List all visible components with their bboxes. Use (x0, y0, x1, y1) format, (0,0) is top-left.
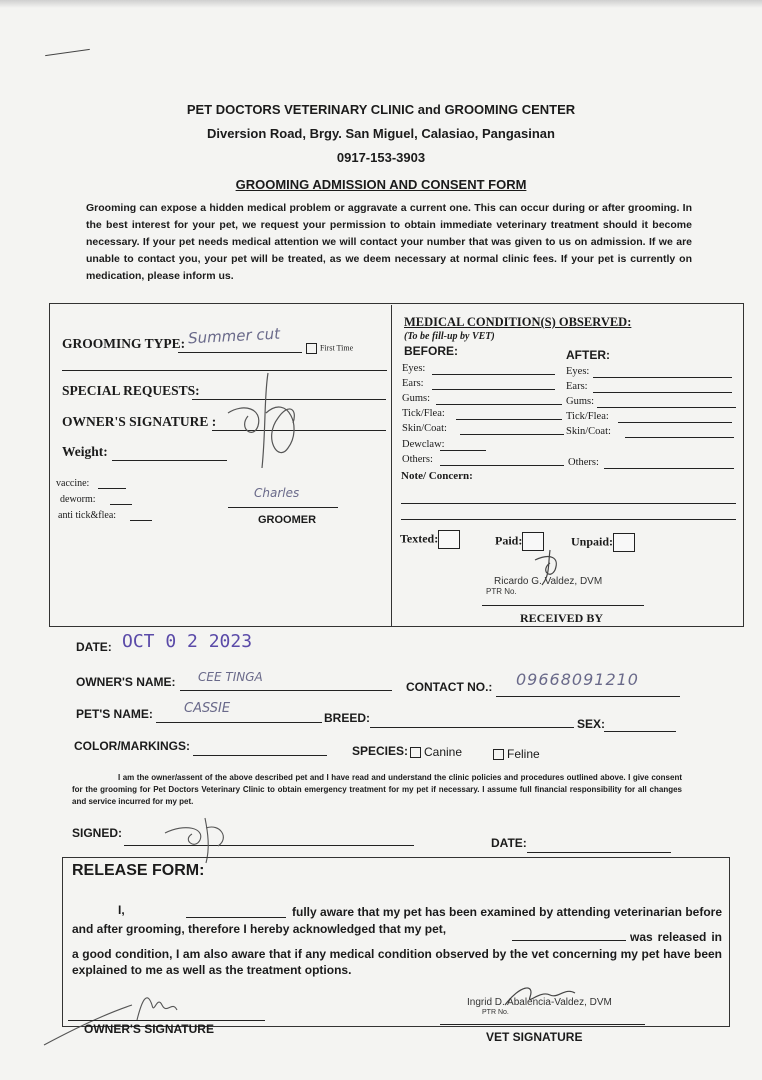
grooming-type-label: GROOMING TYPE: (62, 336, 186, 351)
release-title: RELEASE FORM: (72, 862, 205, 879)
release-owner-signature-label: OWNER'S SIGNATURE (84, 1022, 214, 1036)
owner-signature-label: OWNER'S SIGNATURE : (62, 414, 217, 429)
pet-name-field[interactable] (156, 722, 322, 723)
after-item-label: Skin/Coat: (566, 426, 611, 437)
canine-label: Canine (424, 745, 463, 759)
breed-field[interactable] (370, 727, 574, 728)
received-by-line[interactable] (482, 605, 644, 606)
scan-mark (45, 49, 90, 56)
ptr-label: PTR No. (486, 587, 517, 596)
first-time-checkbox[interactable] (306, 343, 317, 354)
after-item-label: Eyes: (566, 366, 590, 377)
after-item-label: Others: (568, 457, 599, 468)
pet-name-label: PET'S NAME: (76, 707, 153, 721)
consent-paragraph: I am the owner/assent of the above described pet and I have read and understand the clinic policies and procedures outlined above. I give consent for the grooming for Pet Doctors Veterinary Clinic to obtain emergency treatment for my pet if necessary. I assume full financial responsibility for all changes and service incurred for my pet. (72, 773, 682, 806)
groomer-label: GROOMER (258, 514, 317, 526)
signed-date-field[interactable] (527, 852, 671, 853)
release-vet-name: Ingrid D. Abalencia-Valdez, DVM (467, 997, 612, 1008)
release-owner-signature-line[interactable] (68, 1020, 265, 1021)
medical-title: MEDICAL CONDITION(S) OBSERVED: (404, 315, 632, 329)
deworm-field[interactable] (110, 504, 132, 505)
color-label: COLOR/MARKINGS: (74, 739, 190, 753)
before-item-label: Dewclaw: (402, 439, 445, 450)
paid-label: Paid: (495, 533, 523, 548)
release-ptr-label: PTR No. (482, 1009, 509, 1016)
before-label: BEFORE: (404, 344, 458, 358)
before-item-field[interactable] (436, 404, 562, 405)
release-text-2: was released in a good condition, I am also aware that if any medical condition observed by the vet concerning my pet have been explained to me as well as the treatment options. (72, 930, 722, 977)
after-item-field[interactable] (618, 422, 732, 423)
after-item-field[interactable] (597, 407, 736, 408)
feline-label: Feline (507, 747, 540, 761)
canine-checkbox[interactable] (410, 747, 421, 758)
sex-field[interactable] (604, 731, 676, 732)
signed-date-label: DATE: (491, 836, 527, 850)
clinic-name: PET DOCTORS VETERINARY CLINIC and GROOMING CENTER (186, 102, 576, 117)
unpaid-label: Unpaid: (571, 534, 614, 549)
vet-name: Ricardo G. Valdez, DVM (494, 576, 603, 587)
contact-field[interactable] (496, 696, 680, 697)
clinic-phone: 0917-153-3903 (336, 150, 426, 165)
scan-edge (0, 0, 762, 8)
groomer-name: Charles (254, 486, 300, 500)
feline-option[interactable] (493, 747, 540, 761)
contact-value: 09668091210 (516, 670, 639, 689)
sex-label: SEX: (577, 717, 606, 731)
texted-checkbox[interactable] (438, 530, 460, 549)
owner-name-label: OWNER'S NAME: (76, 675, 176, 689)
date-stamp: OCT 0 2 2023 (122, 631, 253, 652)
before-item-field[interactable] (440, 465, 564, 466)
after-item-label: Gums: (566, 396, 595, 407)
first-time-option[interactable] (306, 343, 353, 354)
before-item-field[interactable] (432, 374, 555, 375)
special-requests-label: SPECIAL REQUESTS: (62, 383, 200, 398)
feline-checkbox[interactable] (493, 749, 504, 760)
before-item-field[interactable] (460, 434, 564, 435)
contact-label: CONTACT NO.: (406, 680, 493, 694)
before-item-label: Gums: (402, 393, 431, 404)
anti-tick-label: anti tick&flea: (58, 510, 117, 521)
release-owner-signature-scribble (42, 975, 202, 1050)
vaccine-label: vaccine: (56, 478, 90, 489)
vaccine-field[interactable] (98, 488, 126, 489)
release-vet-signature-scribble (500, 975, 580, 1015)
before-item-field[interactable] (456, 419, 562, 420)
anti-tick-field[interactable] (130, 520, 152, 521)
before-item-label: Ears: (402, 378, 424, 389)
owner-name-field[interactable] (180, 690, 392, 691)
pet-name-value: CASSIE (184, 701, 231, 716)
species-label: SPECIES: (352, 744, 409, 758)
owner-name-value: CEE TINGA (198, 670, 263, 684)
intro-paragraph: Grooming can expose a hidden medical problem or aggravate a current one. This can occur during or after grooming. In the best interest for your pet, we request your permission to obtain immediate veterinary treatment should it become necessary. If your pet needs medical attention we will contact your number that was given to us on admission. If we are unable to contact you, your pet will be treated, as we deem necessary at normal clinic fees. If your pet is currently on medication, please inform us. (86, 202, 692, 282)
after-item-field[interactable] (593, 377, 732, 378)
release-text-1: fully aware that my pet has been examined by attending veterinarian before and after grooming, therefore I hereby acknowledged that my pet, (72, 905, 722, 936)
unpaid-option[interactable] (571, 533, 635, 552)
medical-subtitle: (To be fill-up by VET) (404, 331, 495, 342)
grooming-type-field[interactable] (178, 352, 302, 353)
first-time-label: First Time (320, 343, 354, 353)
weight-field[interactable] (112, 460, 227, 461)
after-item-field[interactable] (593, 392, 732, 393)
before-item-field[interactable] (432, 389, 555, 390)
canine-option[interactable] (410, 745, 462, 759)
note-line-2[interactable] (401, 519, 736, 520)
before-item-field[interactable] (440, 450, 486, 451)
clinic-address: Diversion Road, Brgy. San Miguel, Calasiao, Pangasinan (207, 126, 555, 141)
received-by-label: RECEIVED BY (520, 611, 604, 625)
texted-option[interactable] (400, 530, 460, 549)
after-label: AFTER: (566, 348, 610, 362)
after-item-field[interactable] (604, 468, 734, 469)
before-item-label: Tick/Flea: (402, 408, 445, 419)
before-item-label: Eyes: (402, 363, 426, 374)
after-item-label: Tick/Flea: (566, 411, 609, 422)
after-item-label: Ears: (566, 381, 588, 392)
note-label: Note/ Concern: (401, 470, 473, 482)
note-line-1[interactable] (401, 503, 736, 504)
color-field[interactable] (193, 755, 327, 756)
release-i-label: I, (118, 903, 125, 917)
deworm-label: deworm: (60, 494, 96, 505)
date-label: DATE: (76, 640, 112, 654)
texted-label: Texted: (400, 531, 439, 546)
unpaid-checkbox[interactable] (613, 533, 635, 552)
box-divider (391, 305, 392, 626)
signed-label: SIGNED: (72, 826, 123, 840)
groomer-line (228, 507, 338, 508)
weight-label: Weight: (62, 444, 108, 459)
release-vet-signature-line[interactable] (440, 1024, 645, 1025)
breed-label: BREED: (324, 711, 371, 725)
release-vet-signature-label: VET SIGNATURE (486, 1030, 583, 1044)
before-item-label: Others: (402, 454, 433, 465)
after-item-field[interactable] (625, 437, 734, 438)
form-title: GROOMING ADMISSION AND CONSENT FORM (235, 177, 527, 192)
owner-signature-scribble (218, 368, 318, 478)
grooming-type-value: Summer cut (187, 324, 281, 348)
before-item-label: Skin/Coat: (402, 423, 447, 434)
